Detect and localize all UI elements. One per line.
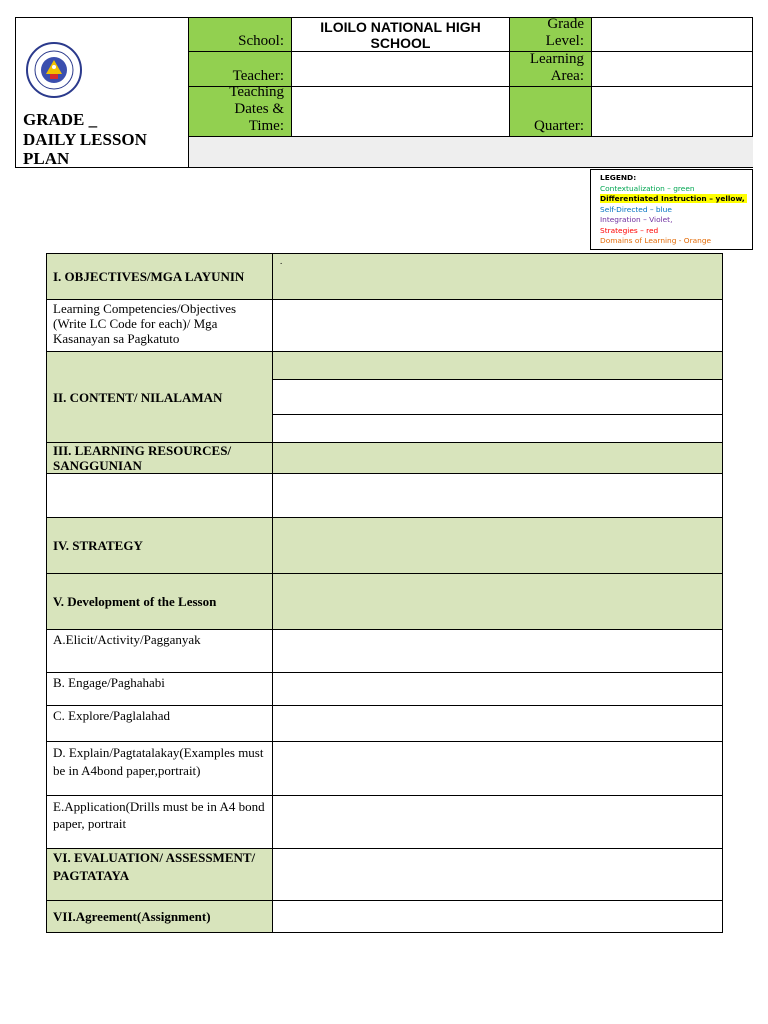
strategy-cell[interactable] bbox=[272, 517, 723, 574]
learning-area-field[interactable] bbox=[592, 52, 753, 87]
elicit-cell[interactable] bbox=[272, 629, 723, 673]
grade-level-field[interactable] bbox=[592, 18, 753, 52]
legend-item-contextualization: Contextualization – green bbox=[600, 183, 695, 193]
page-title: GRADE _ DAILY LESSON PLAN bbox=[23, 110, 147, 168]
teaching-dates-label: Teaching Dates & Time: bbox=[189, 87, 292, 137]
strategy-heading: IV. STRATEGY bbox=[46, 517, 273, 574]
header-notes-bar bbox=[189, 137, 753, 167]
engage-label: B. Engage/Paghahabi bbox=[46, 672, 273, 706]
content-cell-1[interactable] bbox=[272, 351, 723, 380]
legend-title: LEGEND: bbox=[600, 173, 637, 182]
resources-sub-cell[interactable] bbox=[272, 473, 723, 518]
content-heading: II. CONTENT/ NILALAMAN bbox=[46, 351, 273, 443]
agreement-heading: VII.Agreement(Assignment) bbox=[46, 900, 273, 933]
quarter-field[interactable] bbox=[592, 87, 753, 137]
legend-item-strategies: Strategies – red bbox=[600, 225, 659, 235]
lesson-plan-table bbox=[46, 253, 723, 933]
resources-sub-label bbox=[46, 473, 273, 518]
elicit-label: A.Elicit/Activity/Pagganyak bbox=[46, 629, 273, 673]
resources-cell[interactable] bbox=[272, 442, 723, 474]
legend-item-integration: Integration – Violet, bbox=[600, 215, 673, 224]
title-cell bbox=[16, 18, 189, 167]
development-cell[interactable] bbox=[272, 573, 723, 630]
objectives-heading: I. OBJECTIVES/MGA LAYUNIN bbox=[46, 253, 273, 300]
legend-item-self-directed: Self-Directed – blue bbox=[600, 204, 672, 214]
grade-level-label: Grade Level: bbox=[510, 18, 592, 52]
legend-box bbox=[590, 169, 753, 250]
content-cell-3[interactable] bbox=[272, 414, 723, 443]
evaluation-cell[interactable] bbox=[272, 848, 723, 901]
explore-cell[interactable] bbox=[272, 705, 723, 742]
explain-cell[interactable] bbox=[272, 741, 723, 796]
school-field[interactable]: ILOILO NATIONAL HIGH SCHOOL bbox=[292, 18, 510, 52]
competencies-label: Learning Competencies/Objectives (Write LC Code for each)/ Mga Kasanayan sa Pagkatuto bbox=[46, 299, 273, 352]
engage-cell[interactable] bbox=[272, 672, 723, 706]
content-cell-2[interactable] bbox=[272, 379, 723, 415]
learning-area-label: Learning Area: bbox=[510, 52, 592, 87]
teacher-field[interactable] bbox=[292, 52, 510, 87]
teaching-dates-field[interactable] bbox=[292, 87, 510, 137]
evaluation-heading: VI. EVALUATION/ ASSESSMENT/ PAGTATAYA bbox=[46, 848, 273, 901]
legend-item-domains: Domains of Learning - Orange bbox=[600, 236, 712, 245]
application-cell[interactable] bbox=[272, 795, 723, 849]
school-label: School: bbox=[189, 18, 292, 52]
explain-label: D. Explain/Pagtatalakay(Examples must be in A4bond paper,portrait) bbox=[46, 741, 273, 796]
objectives-cell[interactable]: . bbox=[272, 253, 723, 300]
resources-heading: III. LEARNING RESOURCES/ SANGGUNIAN bbox=[46, 442, 273, 474]
application-label: E.Application(Drills must be in A4 bond paper, portrait bbox=[46, 795, 273, 849]
teacher-label: Teacher: bbox=[189, 52, 292, 87]
explore-label: C. Explore/Paglalahad bbox=[46, 705, 273, 742]
legend-item-differentiated: Differentiated Instruction – yellow, bbox=[600, 194, 745, 203]
deped-seal-logo bbox=[24, 40, 84, 100]
quarter-label: Quarter: bbox=[510, 87, 592, 137]
header-table bbox=[15, 17, 753, 168]
development-heading: V. Development of the Lesson bbox=[46, 573, 273, 630]
agreement-cell[interactable] bbox=[272, 900, 723, 933]
competencies-cell[interactable] bbox=[272, 299, 723, 352]
